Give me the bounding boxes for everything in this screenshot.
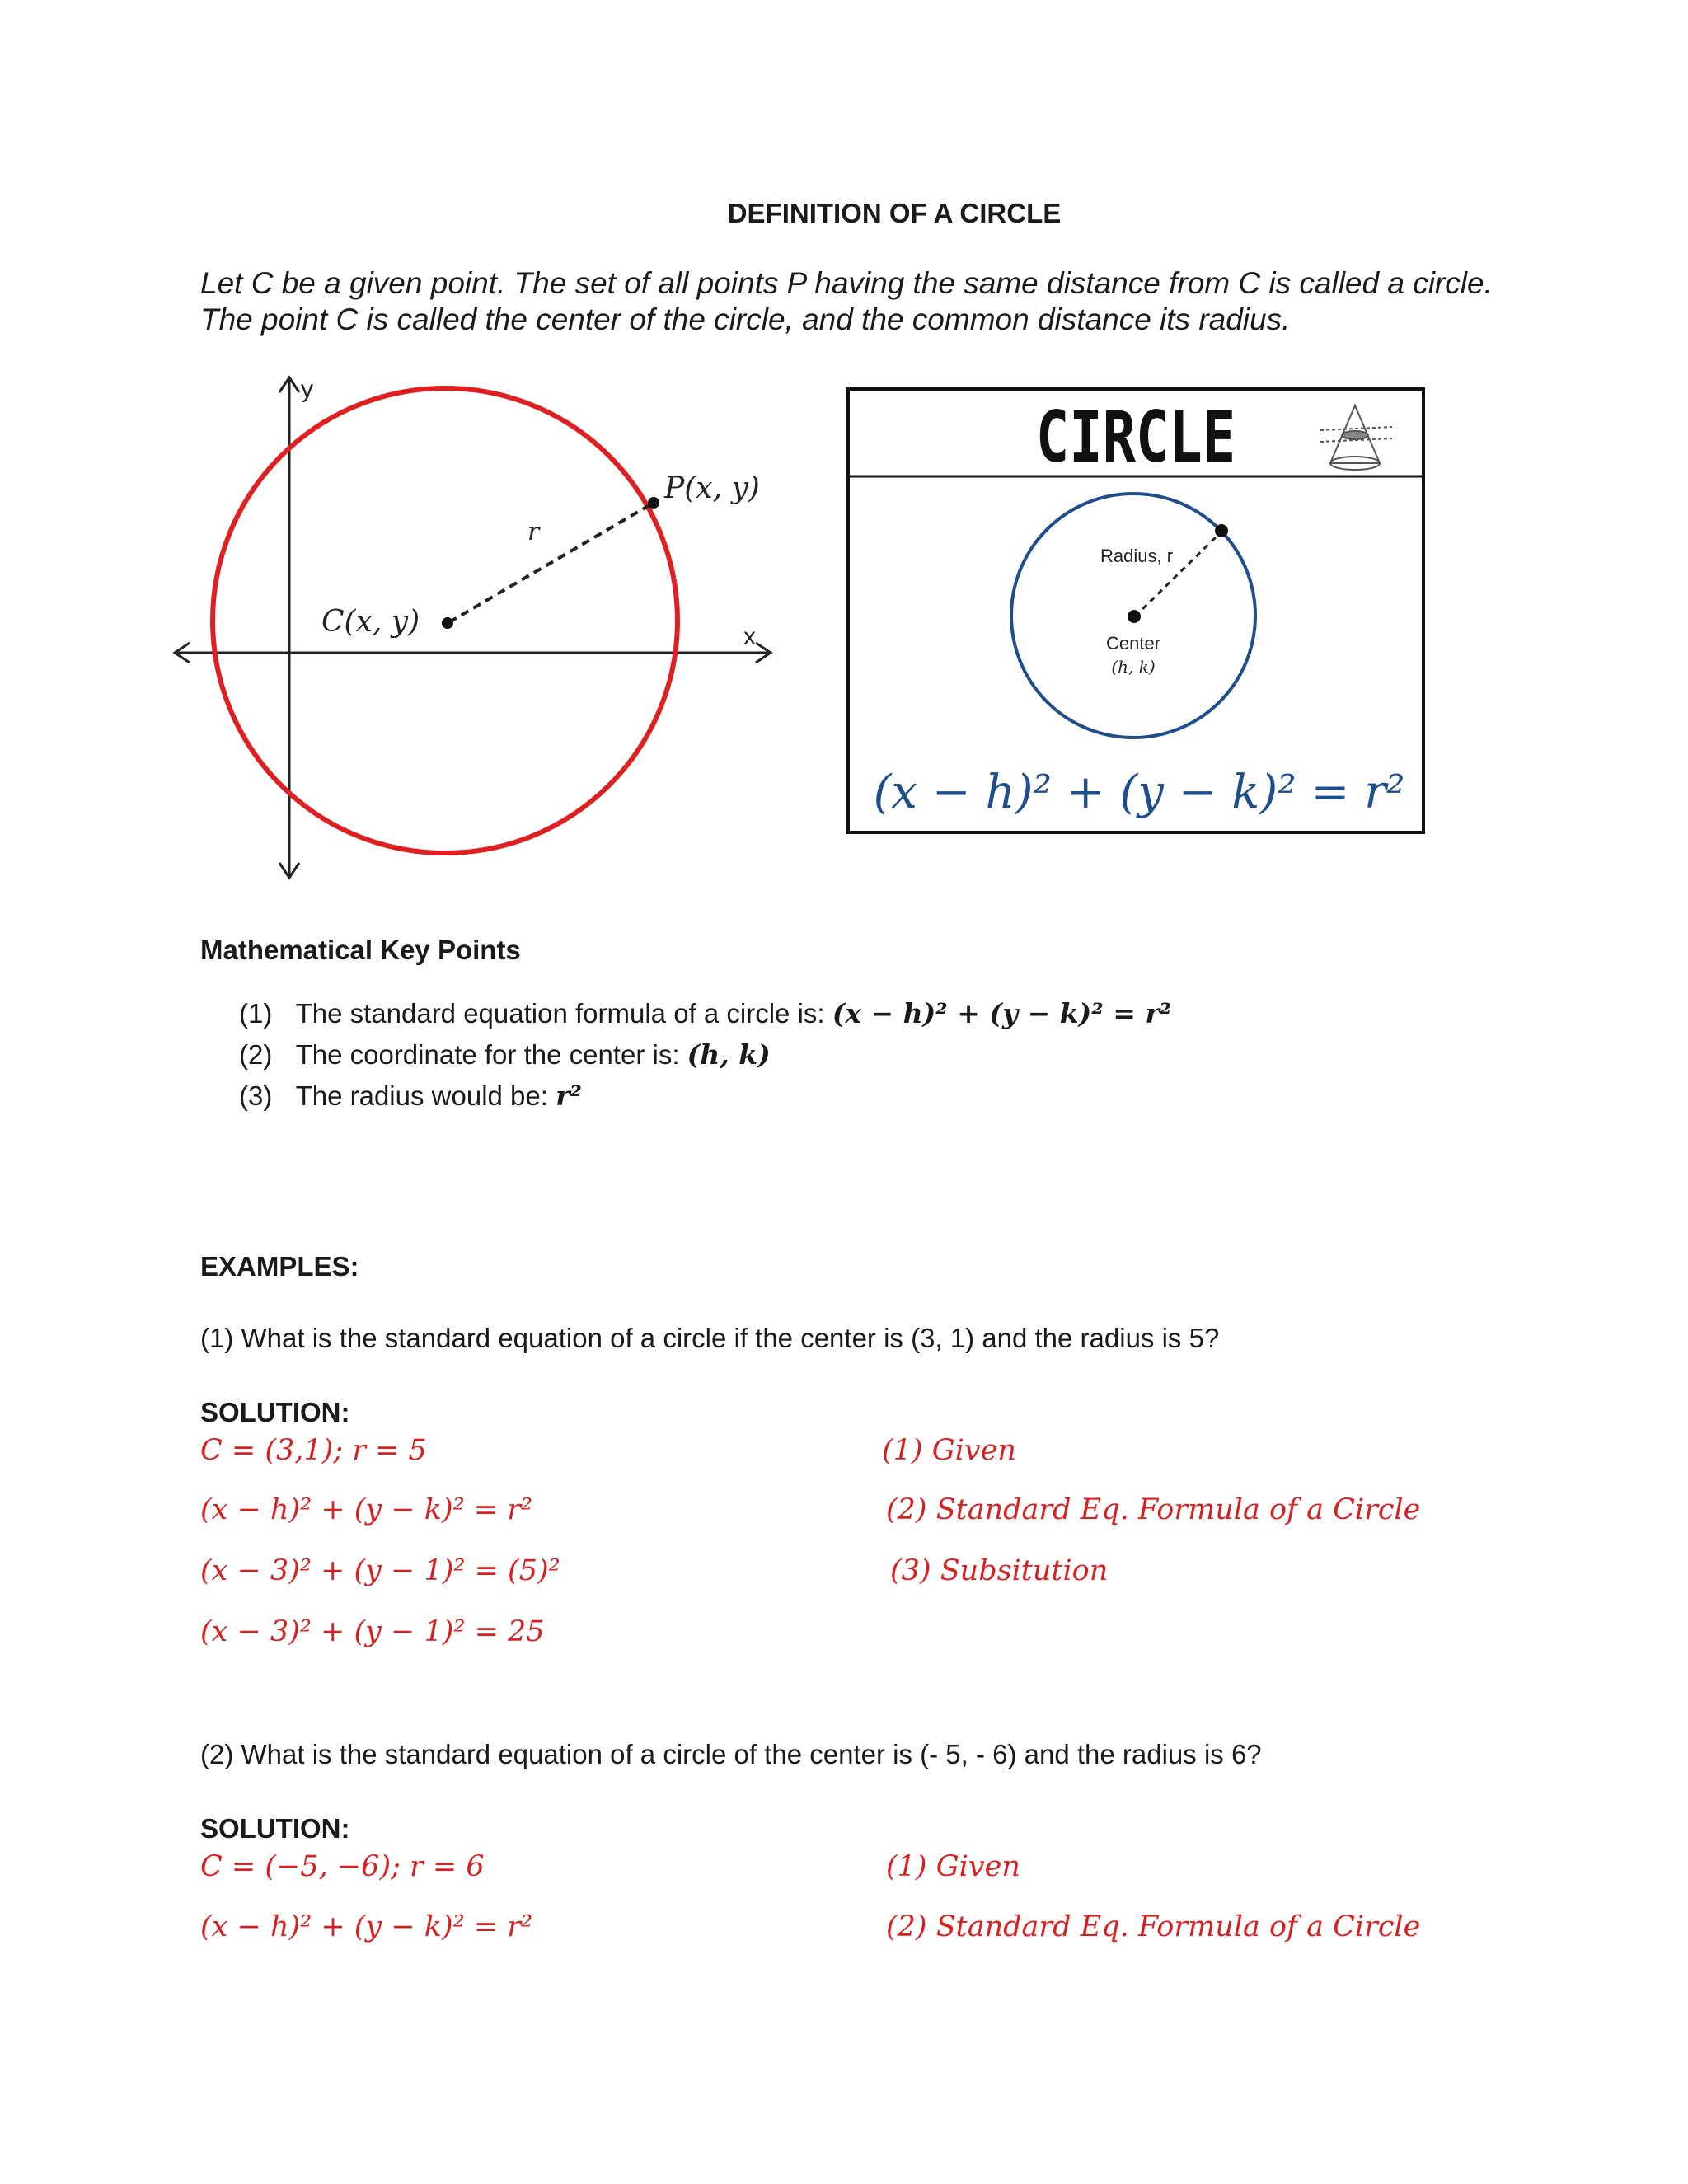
y-axis-label: y <box>301 376 313 403</box>
radius-line <box>449 503 654 622</box>
example-1-step-1-note: (1) Given <box>882 1434 1016 1467</box>
example-1-step-4-eq: (x − 3)² + (y − 1)² = 25 <box>200 1615 545 1648</box>
point-label: P(x, y) <box>664 471 760 505</box>
definition-line-2: The point C is called the center of the circle, and the common distance its radius. <box>200 302 1291 336</box>
example-1-step-1-eq: C = (3,1); r = 5 <box>200 1434 427 1467</box>
page-title: DEFINITION OF A CIRCLE <box>727 198 1062 228</box>
key-point-math: r² <box>556 1080 582 1112</box>
key-point-math: (x − h)² + (y − k)² = r² <box>832 997 1172 1029</box>
card-title: CIRCLE <box>1035 396 1236 480</box>
card-center-point <box>1128 610 1141 623</box>
card-radius-label: Radius, r <box>1100 546 1174 566</box>
key-point-text: The radius would be: <box>295 1080 548 1111</box>
card-edge-point <box>1215 524 1228 537</box>
example-1-step-3-note: (3) Subsitution <box>890 1554 1109 1587</box>
definition-text <box>200 265 1601 338</box>
point-p <box>648 497 659 509</box>
example-2-step-1-eq: C = (−5, −6); r = 6 <box>200 1850 485 1883</box>
center-point <box>442 617 453 629</box>
key-point-text: The standard equation formula of a circle is: <box>295 998 825 1029</box>
example-1-step-2-eq: (x − h)² + (y − k)² = r² <box>200 1493 533 1526</box>
example-1-step-2-note: (2) Standard Eq. Formula of a Circle <box>886 1493 1421 1526</box>
example-2-question: (2) What is the standard equation of a circle of the center is (- 5, - 6) and the radius is 6? <box>200 1739 1262 1769</box>
example-2-step-2-note: (2) Standard Eq. Formula of a Circle <box>886 1910 1421 1943</box>
card-center-coords: (h, k) <box>1111 657 1156 677</box>
card-center-label: Center <box>1105 633 1161 654</box>
example-2-solution-label: SOLUTION: <box>200 1813 350 1844</box>
radius-label: r <box>528 518 540 546</box>
examples-heading: EXAMPLES: <box>200 1251 359 1282</box>
key-point-number: (3) <box>239 1080 273 1111</box>
example-1-step-3-eq: (x − 3)² + (y − 1)² = (5)² <box>200 1554 560 1587</box>
example-2-step-2-eq: (x − h)² + (y − k)² = r² <box>200 1910 533 1943</box>
circle-coordinate-figure <box>165 363 808 890</box>
key-point-3 <box>239 1080 582 1112</box>
definition-line-1: Let C be a given point. The set of all points P having the same distance from C is called a circle. <box>200 266 1493 300</box>
example-2-step-1-note: (1) Given <box>886 1850 1020 1883</box>
key-point-number: (1) <box>239 998 273 1029</box>
circle-formula-card <box>846 387 1433 842</box>
x-axis-label: x <box>743 623 756 650</box>
key-point-text: The coordinate for the center is: <box>295 1039 680 1070</box>
example-1-question: (1) What is the standard equation of a circle if the center is (3, 1) and the radius is 5? <box>200 1323 1220 1353</box>
key-point-2 <box>239 1038 771 1071</box>
center-label: C(x, y) <box>321 605 420 639</box>
key-point-math: (h, k) <box>687 1038 771 1071</box>
key-point-1 <box>239 997 1171 1029</box>
card-equation: (x − h)² + (y − k)² = r² <box>873 766 1405 819</box>
key-point-number: (2) <box>239 1039 273 1070</box>
example-1-solution-label: SOLUTION: <box>200 1397 350 1427</box>
key-points-heading: Mathematical Key Points <box>200 935 521 965</box>
